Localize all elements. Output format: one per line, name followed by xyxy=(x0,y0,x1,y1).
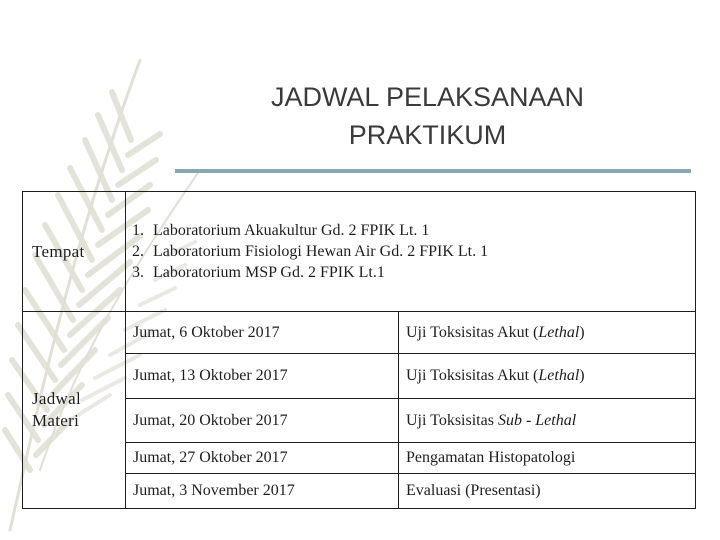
schedule-table xyxy=(22,191,696,509)
activity-cell: Uji Toksisitas Akut (Lethal) xyxy=(399,312,696,354)
schedule-label-cell xyxy=(23,312,126,509)
slide-title xyxy=(175,78,680,154)
activity-cell: Uji Toksisitas Akut (Lethal) xyxy=(399,354,696,399)
title-line-2: PRAKTIKUM xyxy=(348,120,507,150)
venue-item: 1. Laboratorium Akuakultur Gd. 2 FPIK Lt. 1 xyxy=(132,222,430,239)
place-label-cell xyxy=(23,192,126,312)
activity-cell: Evaluasi (Presentasi) xyxy=(399,474,696,509)
date-cell: Jumat, 13 Oktober 2017 xyxy=(126,354,399,399)
activity-cell: Uji Toksisitas Sub - Lethal xyxy=(399,399,696,443)
venue-item: 2. Laboratorium Fisiologi Hewan Air Gd. 2 FPIK Lt. 1 xyxy=(132,243,489,260)
title-line-1: JADWAL PELAKSANAAN xyxy=(270,82,585,112)
venue-cell xyxy=(126,192,696,312)
schedule-label-line-2: Materi xyxy=(32,411,80,430)
date-cell: Jumat, 6 Oktober 2017 xyxy=(126,312,399,354)
schedule-label-line-1: Jadwal xyxy=(32,389,82,408)
place-label: Tempat xyxy=(32,241,85,261)
venue-list xyxy=(132,220,695,283)
table-row-place xyxy=(23,192,696,312)
title-underline xyxy=(175,169,691,173)
venue-item: 3. Laboratorium MSP Gd. 2 FPIK Lt.1 xyxy=(132,264,385,281)
date-cell: Jumat, 27 Oktober 2017 xyxy=(126,443,399,474)
activity-cell: Pengamatan Histopatologi xyxy=(399,443,696,474)
date-cell: Jumat, 3 November 2017 xyxy=(126,474,399,509)
table-row xyxy=(23,312,696,354)
date-cell: Jumat, 20 Oktober 2017 xyxy=(126,399,399,443)
